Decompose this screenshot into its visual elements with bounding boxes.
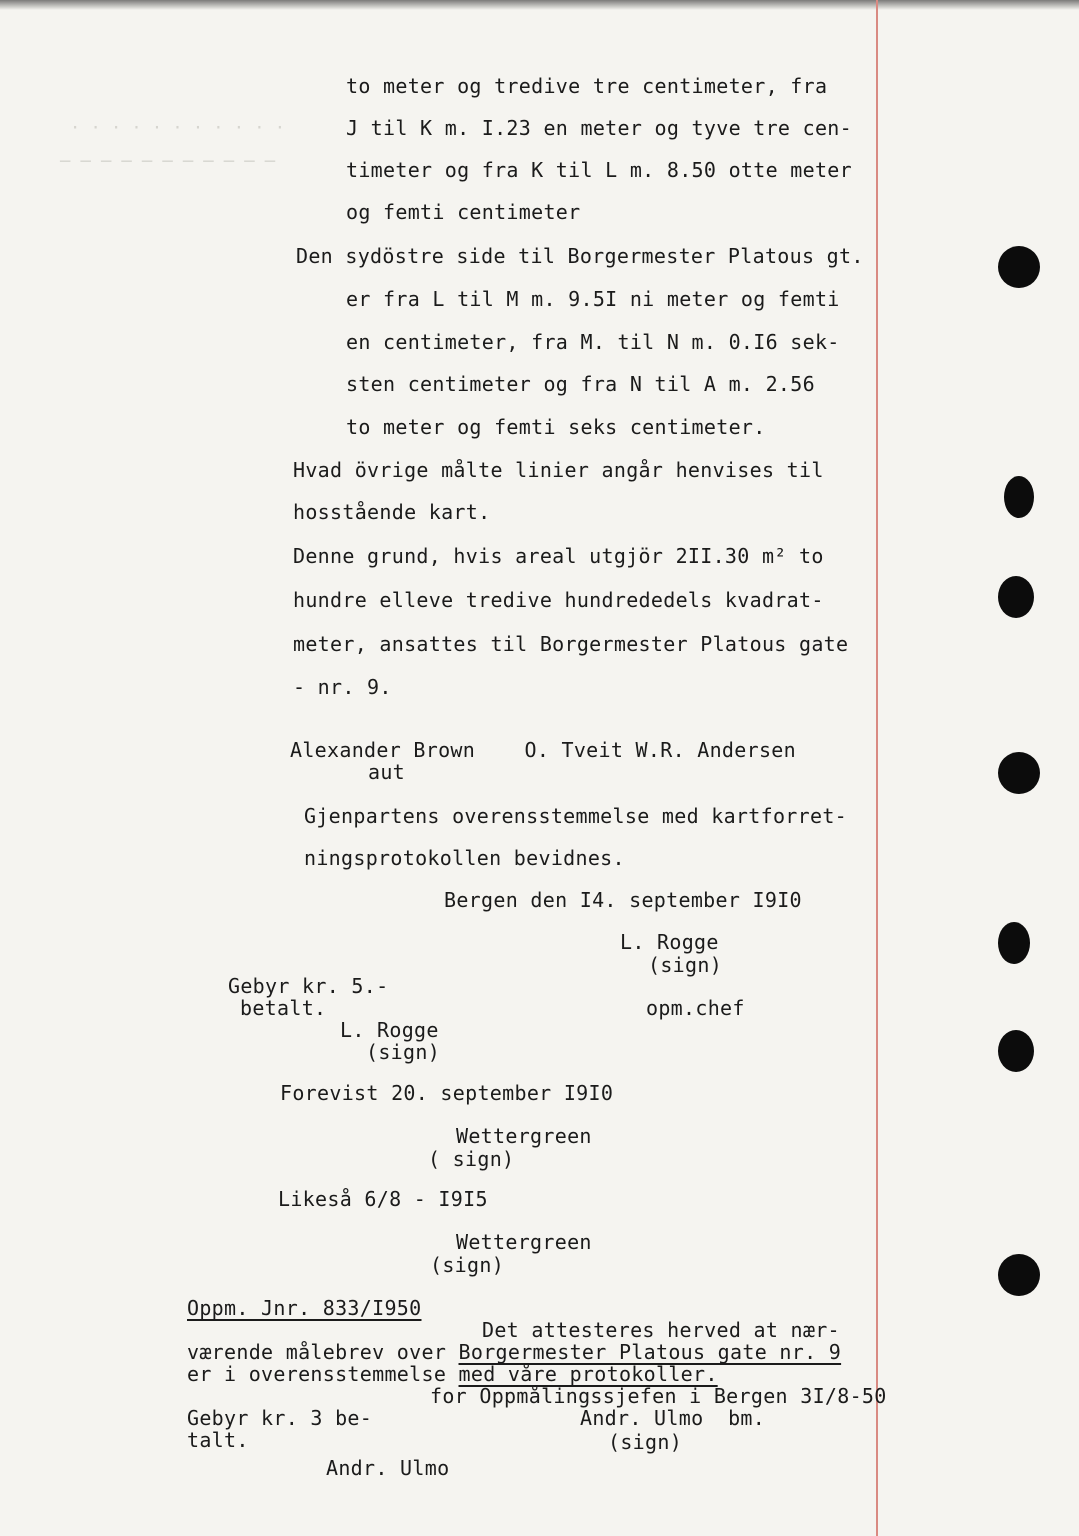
scan-edge [0,0,1079,10]
signature-mark: (sign) [648,953,723,977]
signature-name: L. Rogge [340,1018,439,1042]
journal-number: Oppm. Jnr. 833/I950 [187,1296,422,1320]
signature-mark: (sign) [430,1253,505,1277]
punch-hole-icon [998,1254,1040,1296]
signature-name: Wettergreen [456,1124,592,1148]
punch-hole-icon [998,752,1040,794]
signature-mark: (sign) [608,1430,683,1454]
text-line: hundre elleve tredive hundrededels kvadrat- [293,588,824,612]
fee-line: talt. [187,1428,249,1452]
text-line: Det attesteres herved at nær- [482,1318,840,1342]
punch-hole-icon [1004,476,1034,518]
punch-hole-icon [998,576,1034,618]
signers-aut: aut [368,760,406,784]
text-line: værende målebrev over Borgermester Platous gate nr. 9 [187,1340,842,1364]
signature-mark: ( sign) [428,1147,515,1171]
signature-name: Wettergreen [456,1230,592,1254]
text-line: er i overensstemmelse med våre protokoller. [187,1362,718,1386]
text-line: ningsprotokollen bevidnes. [304,846,625,870]
text-line: to meter og tredive tre centimeter, fra [346,74,828,98]
title-line: opm.chef [646,996,745,1020]
text-line: sten centimeter og fra N til A m. 2.56 [346,372,815,396]
text-line: timeter og fra K til L m. 8.50 otte meter [346,158,852,182]
fee-line: betalt. [240,996,327,1020]
signature-mark: (sign) [366,1040,441,1064]
text-line: Forevist 20. september I9I0 [280,1081,614,1105]
text-line: Likeså 6/8 - I9I5 [278,1187,488,1211]
signature-name: L. Rogge [620,930,719,954]
signers-line: Alexander Brown O. Tveit W.R. Andersen [290,738,796,762]
text-line: og femti centimeter [346,200,581,224]
text-line: for Oppmålingssjefen i Bergen 3I/8-50 [430,1384,887,1408]
text-line: hosstående kart. [293,500,491,524]
bleed-through-text: · · · · · · · · · · · [70,118,285,138]
text-line: J til K m. I.23 en meter og tyve tre cen- [346,116,852,140]
margin-rule [876,0,878,1536]
signature-name: Andr. Ulmo bm. [580,1406,766,1430]
punch-hole-icon [998,1030,1034,1072]
text-line: en centimeter, fra M. til N m. 0.I6 sek- [346,330,840,354]
text-line: meter, ansattes til Borgermester Platous gate [293,632,849,656]
fee-line: Gebyr kr. 5.- [228,974,389,998]
fee-line: Gebyr kr. 3 be- [187,1406,373,1430]
punch-hole-icon [998,922,1030,964]
signature-name: Andr. Ulmo [326,1456,450,1480]
text-line: - nr. 9. [293,675,392,699]
bleed-through-text: ─ ─ ─ ─ ─ ─ ─ ─ ─ ─ ─ [60,152,275,172]
text-line: Hvad övrige målte linier angår henvises til [293,458,824,482]
text-line: to meter og femti seks centimeter. [346,415,766,439]
punch-hole-icon [998,246,1040,288]
date-line: Bergen den I4. september I9I0 [444,888,802,912]
text-line: Gjenpartens overensstemmelse med kartforret- [304,804,848,828]
text-line: er fra L til M m. 9.5I ni meter og femti [346,287,840,311]
text-line: Den sydöstre side til Borgermester Platous gt. [296,244,864,268]
text-line: Denne grund, hvis areal utgjör 2II.30 m² to [293,544,824,568]
